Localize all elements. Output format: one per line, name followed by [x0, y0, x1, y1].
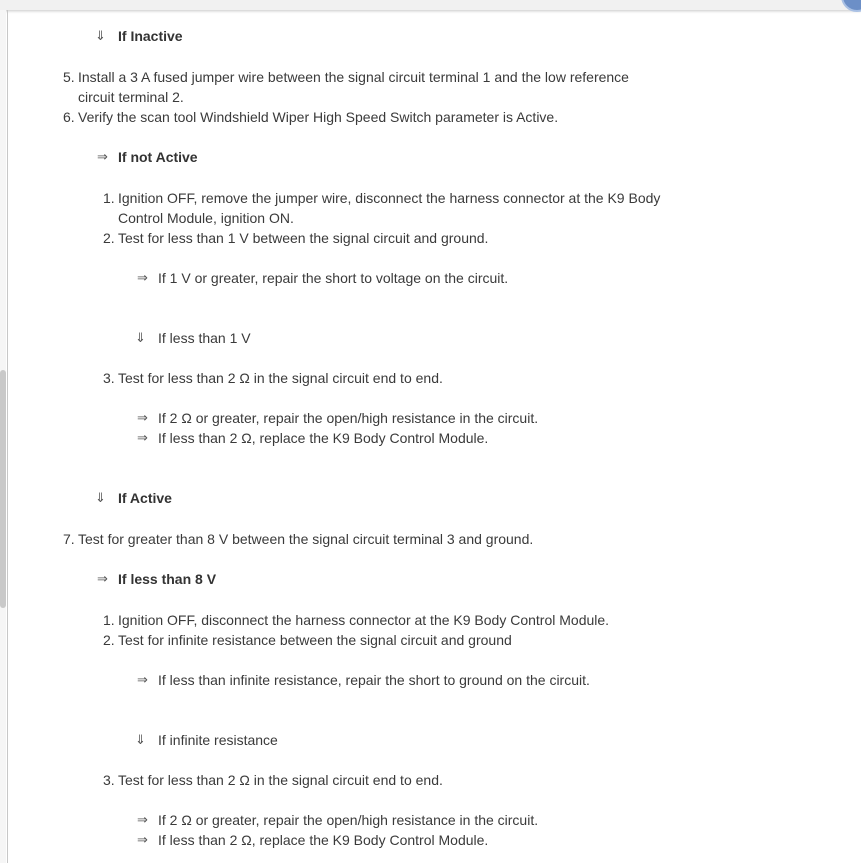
- substep-number: 3.: [103, 370, 115, 386]
- step-5-text: Install a 3 A fused jumper wire between the signal circuit terminal 1 and the low reference: [78, 69, 629, 85]
- right-arrow-icon: ⇒: [137, 832, 148, 847]
- substep-text-cont: Control Module, ignition ON.: [118, 210, 294, 226]
- down-arrow-icon: ⇓: [135, 330, 146, 345]
- step-number: 6.: [63, 109, 75, 125]
- result-text: If less than infinite resistance, repair the short to ground on the circuit.: [158, 672, 590, 688]
- result-if-inactive: If Inactive: [118, 28, 183, 44]
- right-arrow-icon: ⇒: [137, 672, 148, 687]
- result-if-active: If Active: [118, 490, 172, 506]
- substep-text: Ignition OFF, disconnect the harness connector at the K9 Body Control Module.: [118, 612, 610, 628]
- right-arrow-icon: ⇒: [137, 812, 148, 827]
- result-text: If 2 Ω or greater, repair the open/high resistance in the circuit.: [158, 410, 539, 426]
- substep-text: Ignition OFF, remove the jumper wire, disconnect the harness connector at the K9 Body: [118, 190, 661, 206]
- substep-number: 2.: [103, 632, 115, 648]
- substep-text: Test for infinite resistance between the signal circuit and ground: [118, 632, 512, 648]
- right-arrow-icon: ⇒: [97, 149, 108, 164]
- result-text: If less than 2 Ω, replace the K9 Body Control Module.: [158, 430, 489, 446]
- result-text: If less than 1 V: [158, 330, 251, 346]
- right-arrow-icon: ⇒: [137, 270, 148, 285]
- result-text: If 1 V or greater, repair the short to voltage on the circuit.: [158, 270, 509, 286]
- result-text: If 2 Ω or greater, repair the open/high resistance in the circuit.: [158, 812, 539, 828]
- scrollbar-thumb[interactable]: [0, 370, 6, 608]
- down-arrow-icon: ⇓: [135, 732, 146, 747]
- right-arrow-icon: ⇒: [137, 410, 148, 425]
- step-number: 5.: [63, 69, 75, 85]
- content-border: [7, 10, 8, 863]
- substep-number: 1.: [103, 612, 115, 628]
- result-text: If less than 2 Ω, replace the K9 Body Control Module.: [158, 832, 489, 848]
- result-if-less-8v: If less than 8 V: [118, 571, 217, 587]
- result-text: If infinite resistance: [158, 732, 278, 748]
- substep-number: 3.: [103, 772, 115, 788]
- substep-text: Test for less than 2 Ω in the signal circuit end to end.: [118, 370, 443, 386]
- top-toolbar: [0, 0, 861, 11]
- step-6-text: Verify the scan tool Windshield Wiper High Speed Switch parameter is Active.: [78, 109, 559, 125]
- step-7-text: Test for greater than 8 V between the signal circuit terminal 3 and ground.: [78, 531, 534, 547]
- down-arrow-icon: ⇓: [95, 490, 106, 505]
- result-if-not-active: If not Active: [118, 149, 198, 165]
- step-5-text-cont: circuit terminal 2.: [78, 89, 184, 105]
- substep-number: 1.: [103, 190, 115, 206]
- substep-number: 2.: [103, 230, 115, 246]
- right-arrow-icon: ⇒: [97, 571, 108, 586]
- step-number: 7.: [63, 531, 75, 547]
- down-arrow-icon: ⇓: [95, 28, 106, 43]
- right-arrow-icon: ⇒: [137, 430, 148, 445]
- substep-text: Test for less than 1 V between the signal circuit and ground.: [118, 230, 489, 246]
- substep-text: Test for less than 2 Ω in the signal circuit end to end.: [118, 772, 443, 788]
